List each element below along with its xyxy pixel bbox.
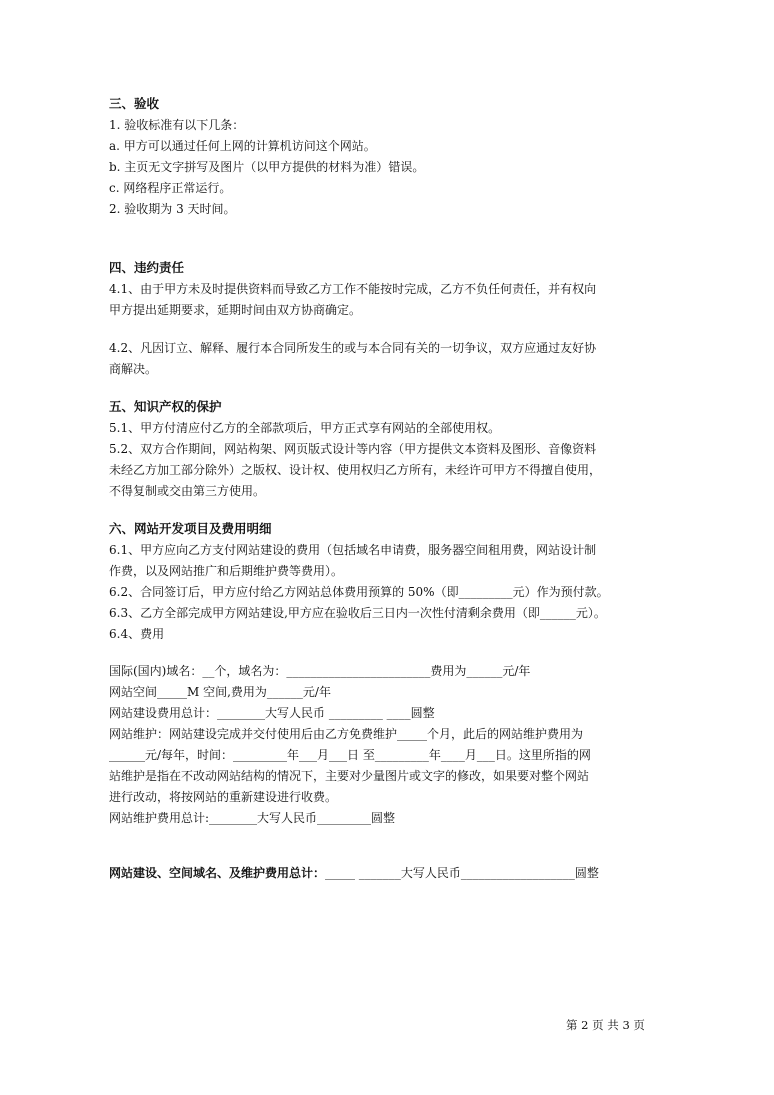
section-3-heading: 三、验收 [109,96,160,111]
section-6-heading: 六、网站开发项目及费用明细 [109,521,272,536]
fee-domain-line: 国际(国内)域名：__个，域名为：________________________费用为______元/年 [109,664,531,678]
s6-line-5: 6.4、费用 [109,627,165,641]
grand-total-fill: _____ _______大写人民币___________________圆整 [325,866,599,880]
s4-p2-line-1: 4.2、凡因订立、解释、履行本合同所发生的或与本合同有关的一切争议，双方应通过友好协 [109,341,597,355]
fee-maintenance-line-4: 进行改动，将按网站的重新建设进行收费。 [109,790,338,804]
section-5-heading: 五、知识产权的保护 [109,399,222,414]
fee-maintenance-line-1: 网站维护：网站建设完成并交付使用后由乙方免费维护_____个月，此后的网站维护费用为 [109,727,584,741]
s5-line-3: 未经乙方加工部分除外）之版权、设计权、使用权归乙方所有，未经许可甲方不得擅自使用， [109,463,602,477]
s5-line-1: 5.1、甲方付清应付乙方的全部款项后，甲方正式享有网站的全部使用权。 [109,421,501,435]
fee-build-total-line: 网站建设费用总计：________大写人民币 _________ ____圆整 [109,706,435,720]
s3-line-b: b. 主页无文字拼写及图片（以甲方提供的材料为准）错误。 [109,160,425,174]
fee-maintenance-total-line: 网站维护费用总计:________大写人民币_________圆整 [109,811,396,825]
fee-maintenance-line-2: ______元/每年，时间：_________年___月___日 至_________年____月___日。这里所指的网 [109,748,591,762]
s3-line-c: c. 网络程序正常运行。 [109,181,232,195]
s4-p1-line-2: 甲方提出延期要求，延期时间由双方协商确定。 [109,303,362,317]
s3-line-2: 2. 验收期为 3 天时间。 [109,202,236,216]
fee-maintenance-line-3: 站维护是指在不改动网站结构的情况下，主要对少量图片或文字的修改，如果要对整个网站 [109,769,590,783]
grand-total-label: 网站建设、空间域名、及维护费用总计： [109,866,326,880]
s4-p2-line-2: 商解决。 [109,362,158,376]
page-number-footer: 第 2 页 共 3 页 [566,1018,645,1032]
s4-p1-line-1: 4.1、由于甲方未及时提供资料而导致乙方工作不能按时完成，乙方不负任何责任，并有权向 [109,282,597,296]
s6-line-1: 6.1、甲方应向乙方支付网站建设的费用（包括域名申请费，服务器空间租用费，网站设计制 [109,543,597,557]
section-4-heading: 四、违约责任 [109,260,185,275]
s3-line-a: a. 甲方可以通过任何上网的计算机访问这个网站。 [109,139,376,153]
s6-line-2: 作费，以及网站推广和后期维护费等费用）。 [109,564,344,578]
s5-line-4: 不得复制或交由第三方使用。 [109,484,266,498]
s6-line-4: 6.3、乙方全部完成甲方网站建设,甲方应在验收后三日内一次性付清剩余费用（即______元）。 [109,606,606,620]
s6-line-3: 6.2、合同签订后，甲方应付给乙方网站总体费用预算的 50%（即_________元）作为预付款。 [109,585,609,599]
fee-space-line: 网站空间_____M 空间,费用为______元/年 [109,685,331,699]
s3-line-1: 1. 验收标准有以下几条： [109,118,245,132]
grand-total-line [109,865,599,881]
s5-line-2: 5.2、双方合作期间，网站构架、网页版式设计等内容（甲方提供文本资料及图形、音像资料 [109,442,597,456]
